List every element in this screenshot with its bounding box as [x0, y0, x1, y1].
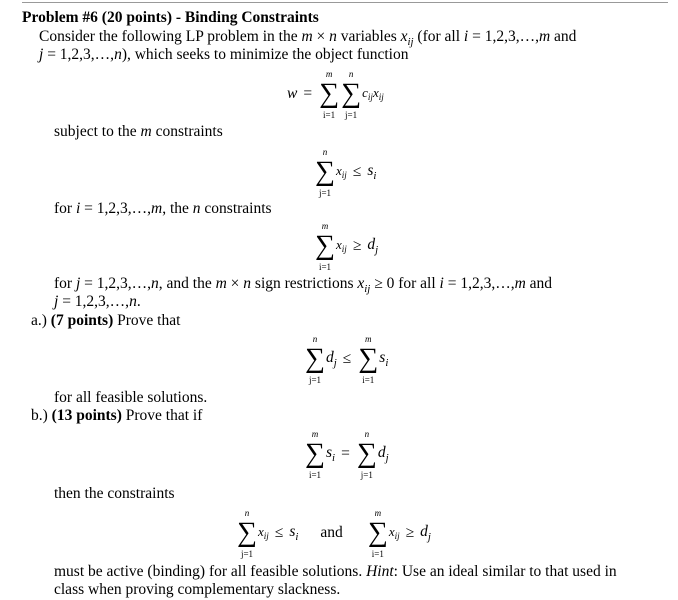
part-b-then: then the constraints: [54, 485, 175, 502]
subject-to-line: subject to the m constraints: [54, 123, 223, 140]
part-b-final-1: must be active (binding) for all feasible solutions. Hint: Use an ideal similar to that used in: [54, 563, 617, 580]
part-b-constraints: n ∑ j=1 $x_{ij} \le s_i$ and m ∑ i=1 $x_{ij} \ge d_j$: [237, 508, 431, 559]
supply-constraint: n ∑ j=1 $x_{ij} \le s_i$: [315, 147, 377, 198]
problem-title: Problem #6 (20 points) - Binding Constraints: [22, 9, 319, 26]
part-b-heading: b.) (13 points) Prove that if: [31, 407, 203, 424]
part-a-inequality: n ∑ j=1 $d_j$ ≤ m ∑ i=1 $s_i$: [305, 334, 389, 385]
objective-equation: w = m ∑ i=1 n ∑ j=1 $c_{ij}x_{ij}$: [287, 69, 384, 120]
part-a-tail: for all feasible solutions.: [54, 389, 208, 406]
demand-constraint: m ∑ i=1 $x_{ij} \ge d_j$: [315, 221, 379, 272]
sum-j: n ∑ j=1: [341, 69, 362, 120]
for-i-line: for i = 1,2,3,…,m, the n constraints: [54, 200, 272, 217]
part-b-equality: m ∑ i=1 $s_i$ = n ∑ j=1 $d_j$: [305, 429, 389, 480]
top-rule: [22, 2, 668, 3]
part-b-final-2: class when proving complementary slackness.: [54, 581, 341, 598]
for-j-line-2: j = 1,2,3,…,n.: [54, 293, 141, 310]
part-a-heading: a.) (7 points) Prove that: [31, 312, 181, 329]
for-j-line-1: for j = 1,2,3,…,n, and the m × n sign restrictions $x_{ij} \ge 0$ for all i = 1,2,3,…,m and: [54, 275, 553, 295]
sum-i: m ∑ i=1: [319, 69, 340, 120]
intro-line-1: Consider the following LP problem in the m × n variables $x_{ij}$ (for all i = 1,2,3,…,m and: [39, 28, 577, 48]
intro-line-2: j = 1,2,3,…,n), which seeks to minimize the object function: [39, 46, 409, 63]
